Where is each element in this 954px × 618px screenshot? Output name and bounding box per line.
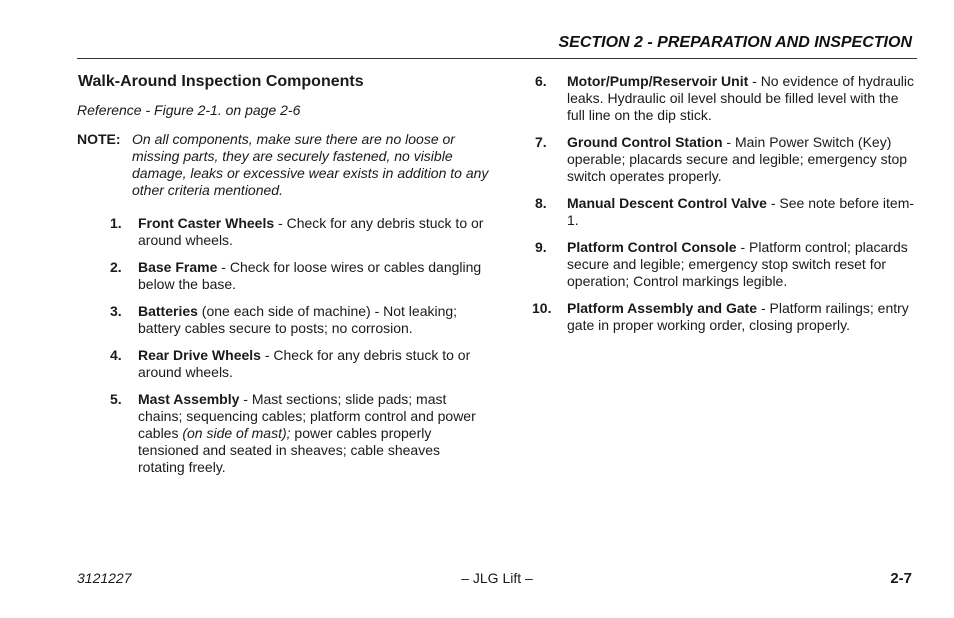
item-text: - Mast sections; slide pads; mast chains; sequencing cables; platform control and power cables <box>138 391 476 441</box>
header-rule <box>77 58 917 59</box>
list-item <box>110 259 497 293</box>
note-label: NOTE: <box>77 131 121 147</box>
item-label: Base Frame <box>138 259 218 275</box>
list-item <box>532 300 922 334</box>
item-label: Rear Drive Wheels <box>138 347 261 363</box>
item-body <box>138 391 490 476</box>
footer-doc-number: 3121227 <box>77 570 132 586</box>
list-item <box>532 134 922 185</box>
item-text: - No evidence of hydraulic leaks. Hydraulic oil level should be filled level with the full line on the dip stick. <box>567 73 915 123</box>
list-item <box>532 195 922 229</box>
list-item <box>110 215 497 249</box>
item-body <box>138 303 490 337</box>
item-body <box>138 347 490 381</box>
item-number: 9. <box>535 239 547 255</box>
list-item <box>110 391 497 476</box>
item-text: - See note before item-1. <box>567 195 915 228</box>
page-heading: Walk-Around Inspection Components <box>78 73 364 90</box>
item-body <box>567 73 915 124</box>
item-text: (one each side of machine) - Not leaking; battery cables secure to posts; no corrosion. <box>138 303 458 336</box>
section-title: SECTION 2 - PREPARATION AND INSPECTION <box>558 34 912 51</box>
item-body <box>567 195 915 229</box>
item-body <box>138 215 490 249</box>
item-text: - Main Power Switch (Key) operable; placards secure and legible; emergency stop switch operates properly. <box>567 134 908 184</box>
item-text-continued: power cables properly tensioned and seated in sheaves; cable sheaves rotating freely. <box>138 425 440 475</box>
footer-page-number: 2-7 <box>890 570 912 587</box>
left-column <box>77 72 497 486</box>
item-label: Ground Control Station <box>567 134 723 150</box>
list-item <box>110 347 497 381</box>
list-item <box>532 73 922 124</box>
item-label: Platform Control Console <box>567 239 737 255</box>
item-number: 5. <box>110 391 122 407</box>
item-number: 8. <box>535 195 547 211</box>
item-text: - Platform railings; entry gate in proper working order, closing properly. <box>567 300 909 333</box>
item-text: - Platform control; placards secure and legible; emergency stop switch reset for operation; Control markings legible. <box>567 239 908 289</box>
item-number: 4. <box>110 347 122 363</box>
figure-reference: Reference - Figure 2-1. on page 2-6 <box>77 102 301 118</box>
right-column <box>532 73 922 344</box>
item-label: Motor/Pump/Reservoir Unit <box>567 73 749 89</box>
item-text: - Check for any debris stuck to or around wheels. <box>138 215 484 248</box>
footer-center-title: – JLG Lift – <box>461 570 533 586</box>
item-body <box>567 134 915 185</box>
item-text: - Check for loose wires or cables dangling below the base. <box>138 259 482 292</box>
item-text: - Check for any debris stuck to or around wheels. <box>138 347 471 380</box>
item-italic-text: (on side of mast); <box>182 425 291 441</box>
item-label: Platform Assembly and Gate <box>567 300 758 316</box>
item-number: 10. <box>532 300 552 316</box>
list-item <box>532 239 922 290</box>
item-label: Manual Descent Control Valve <box>567 195 767 211</box>
list-item <box>110 303 497 337</box>
note-block <box>77 131 497 199</box>
item-label: Front Caster Wheels <box>138 215 275 231</box>
item-label: Batteries <box>138 303 198 319</box>
item-body <box>138 259 490 293</box>
item-body <box>567 239 915 290</box>
item-number: 3. <box>110 303 122 319</box>
item-number: 1. <box>110 215 122 231</box>
item-number: 6. <box>535 73 547 89</box>
item-label: Mast Assembly <box>138 391 240 407</box>
item-number: 2. <box>110 259 122 275</box>
item-number: 7. <box>535 134 547 150</box>
note-text: On all components, make sure there are no loose or missing parts, they are securely fastened, no visible damage, leaks or excessive wear exists in addition to any other criteria mentioned. <box>132 131 489 198</box>
item-body <box>567 300 915 334</box>
